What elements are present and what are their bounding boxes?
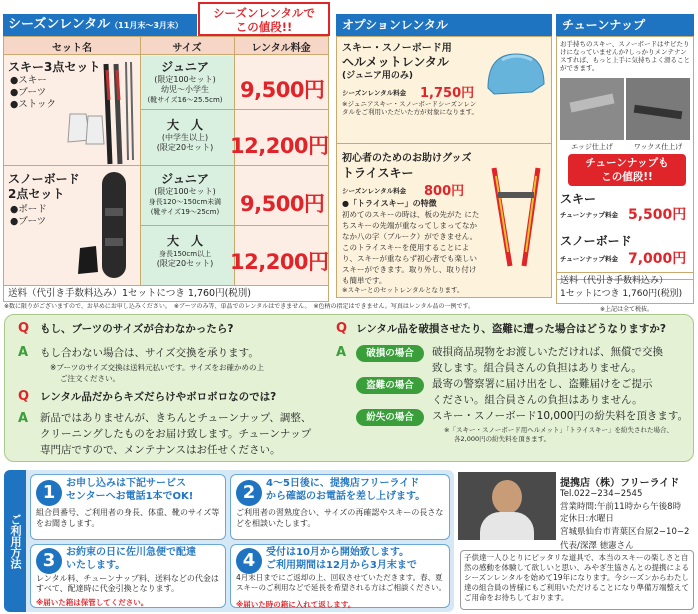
ski-set-image xyxy=(60,60,136,170)
size-detail: 幼児〜小学生 xyxy=(161,85,209,94)
helmet-image xyxy=(482,48,548,100)
tuneup-desc: お手持ちのスキー、スノーボードはサビたりけになっていませんか?しっかりメンテナンスすれば、もっと上手に気持ちよく滑ることができます。 xyxy=(560,40,690,72)
triski-title-line1: 初心者のためのお助けグッズ xyxy=(342,153,472,164)
usage-side-label: ご利用方法 xyxy=(4,470,26,612)
ski-adult-size xyxy=(140,116,230,153)
tuneup-callout-line1: チューンナップも xyxy=(585,157,669,169)
step2-title-line2: から確認のお電話を差し上げます。 xyxy=(266,491,426,502)
q2-text: レンタル品だからキズだらけやボロボロなのでは? xyxy=(40,391,277,403)
shop-rep: 代表/深澤 徳憲さん xyxy=(560,541,634,551)
season-note: ※数に限りがございますので、お早めにお申し込みください。 ※ブーツのみ等、単品でのレンタルはできません。 ※色柄の指定はできません。写真はレンタル品の一例です。 xyxy=(4,303,475,310)
theft-text xyxy=(432,376,653,408)
a-badge: A xyxy=(18,411,29,426)
size-label: 大 人 xyxy=(166,234,203,248)
size-detail: 身長120〜150cm未満 xyxy=(148,198,222,206)
ski-set-name: スキー3点セット xyxy=(8,60,101,74)
triski-price: 800円 xyxy=(424,184,465,199)
size-detail: 身長150cm以上 xyxy=(158,250,212,258)
step2-title-line1: 4〜5日後に、提携店フリーライド xyxy=(266,478,420,489)
sb-item: ●ボード xyxy=(10,204,47,215)
size-detail: (限定100セット) xyxy=(154,187,216,196)
step3-title xyxy=(66,546,196,572)
tune-ship-line1: 送料（代引き手数料込み） xyxy=(560,276,669,286)
triski-image xyxy=(484,162,548,272)
tune-ship-line2: 1セットにつき 1,760円(税別) xyxy=(560,289,683,299)
col-set-name: セット名 xyxy=(52,43,92,54)
col-price: レンタル料金 xyxy=(251,43,311,54)
tax-note: ※上記は全て税抜。 xyxy=(600,306,654,313)
shop-photo xyxy=(458,472,556,540)
sb-name-line2: 2点セット xyxy=(8,187,65,201)
tune-ski-sub: チューンナップ料金 xyxy=(560,211,619,219)
season-callout-line1: シーズンレンタルで xyxy=(213,6,315,20)
step1-title-line2: センターへお電話1本でOK! xyxy=(66,491,194,502)
triski-desc: 初めてのスキーの時は、板の先がた にたちスキーの先端が重なってしまってなかなか八の字（ブルーク）ができません。このトライスキーを使用することにより、スキーが重ならず初心者でも楽しいスキーができます。取り外し、取り付けも簡単です。 xyxy=(342,210,480,285)
step3-number: 3 xyxy=(36,548,62,574)
shop-tel: Tel.022−234−2545 xyxy=(560,489,643,499)
size-detail: (靴サイズ19〜25cm) xyxy=(150,208,220,216)
damage-line1: 破損商品現物をお渡しいただければ、無償で交換 xyxy=(432,346,663,358)
a1-text: もし合わない場合は、サイズ交換を承ります。 xyxy=(40,347,259,359)
step3-title-line2: いたします。 xyxy=(66,560,126,571)
helmet-title-line3: (ジュニア用のみ) xyxy=(342,71,414,81)
size-detail: (限定20セット) xyxy=(156,143,214,152)
a2-line2: クリーニングしたものをお届け致します。チューンナップ xyxy=(40,428,312,440)
helmet-price: 1,750円 xyxy=(420,86,475,101)
theft-line2: ください。組合員さんの負担はありません。 xyxy=(432,394,643,406)
size-label: 大 人 xyxy=(166,118,203,132)
loss-pill: 紛失の場合 xyxy=(356,409,424,426)
a2-line3: 専門店ですので、メンテナンスはお任せください。 xyxy=(40,444,281,456)
ski-junior-price: 9,500円 xyxy=(240,78,325,102)
wax-caption: ワックス仕上げ xyxy=(633,143,683,151)
edge-caption: エッジ仕上げ xyxy=(571,143,613,151)
tuneup-shipping xyxy=(556,272,694,304)
season-callout-line2: この値段!! xyxy=(235,20,293,34)
season-rental-section xyxy=(0,0,332,312)
triski-title-line2: トライスキー xyxy=(342,166,414,180)
shop-address: 宮城県仙台市青葉区台原2−10−2 xyxy=(560,526,690,537)
ski-item: ●スキー xyxy=(10,75,47,86)
size-detail: (中学生以上) xyxy=(161,133,209,142)
loss-note-line2: 各2,000円の紛失料を頂きます。 xyxy=(454,435,551,443)
size-label: ジュニア xyxy=(161,172,209,186)
step2-number: 2 xyxy=(236,480,262,506)
a2-text xyxy=(40,410,311,458)
option-rental-section xyxy=(336,14,552,304)
sb-adult-size xyxy=(140,232,230,269)
ski-adult-price: 12,200円 xyxy=(230,134,329,158)
helmet-price-label: シーズンレンタル料金 xyxy=(342,89,407,97)
option-header: オプションレンタル xyxy=(336,14,552,36)
helmet-title xyxy=(342,42,452,83)
damage-pill: 破損の場合 xyxy=(356,345,424,362)
step4-title-line1: 受付は10月から開始致します。 xyxy=(266,547,410,558)
sb-name-line1: スノーボード xyxy=(8,172,80,186)
triski-feature-title: ●「トライスキー」の特徴 xyxy=(342,199,437,208)
a-badge: A xyxy=(336,345,347,360)
sb-adult-price: 12,200円 xyxy=(230,250,329,274)
shop-closed: 定休日:水曜日 xyxy=(560,514,614,524)
step4-desc: 4月末日までにご返却の上、回収させていただきます。春、夏スキーのご利用などで延長を希望される方はご相談ください。 xyxy=(236,573,446,592)
damage-text xyxy=(432,344,663,376)
theft-line1: 最寄の警察署に届け出をし、盗難届けをご提示 xyxy=(432,378,653,390)
step3-desc: レンタル料、チューンナップ料、送料などの代金はすべて、配達時に代金引換となります。 xyxy=(36,574,219,593)
sb-item: ●ブーツ xyxy=(10,216,47,227)
damage-line2: 致します。組合員さんの負担はありません。 xyxy=(432,362,642,374)
season-callout xyxy=(198,2,330,36)
step2-desc: ご利用者の習熟度合い、サイズの再確認やスキーの長さなどを相談いたします。 xyxy=(236,508,444,528)
ski-item: ●ブーツ xyxy=(10,87,47,98)
theft-pill: 盗難の場合 xyxy=(356,377,424,394)
season-shipping: 送料（代引き手数料込み）1セットにつき 1,760円(税別) xyxy=(3,286,329,302)
season-title: シーズンレンタル xyxy=(8,17,111,32)
a-badge: A xyxy=(18,345,29,360)
step4-number: 4 xyxy=(236,548,262,574)
sb-junior-size xyxy=(140,170,230,217)
step1-title xyxy=(66,477,193,503)
snowboard-set-image xyxy=(76,168,136,284)
tuneup-section xyxy=(556,14,694,304)
tune-sb-label: スノーボード xyxy=(560,234,632,248)
loss-note xyxy=(444,426,673,444)
shop-hours: 営業時間:午前11時から午後8時 xyxy=(560,501,682,512)
step1-number: 1 xyxy=(36,480,62,506)
tuneup-header: チューンナップ xyxy=(556,14,694,36)
shop-message: 子供達一人ひとりにピッタリな道具で、本当のスキーの楽しさと自然の感動を体験して欲しいと思い、みやぎ生協さんとの提携によるシーズンレンタルを始めて19年になります。今シーズンからわたし達の組合員の皆様にもご利用いただけることになり準備万端整えてご用命をお待ちしております。 xyxy=(460,550,694,610)
step3-note: ※届いた箱は保管してください。 xyxy=(36,598,149,607)
q-badge: Q xyxy=(336,321,348,336)
step2-title xyxy=(266,477,425,503)
q3-text: レンタル品を破損させたり、盗難に遭った場合はどうなりますか? xyxy=(356,323,666,335)
tuneup-callout-line2: この値段!! xyxy=(601,171,653,183)
a1-note-line2: ご注文ください。 xyxy=(60,374,120,383)
size-detail: (限定20セット) xyxy=(156,259,214,268)
triski-note: ※スキーとのセットレンタルとなります。 xyxy=(342,286,464,294)
wax-photo xyxy=(626,78,690,140)
tune-ski-price: 5,500円 xyxy=(628,207,687,223)
step4-title-line2: ご利用期間は12月から3月末まで xyxy=(266,560,417,571)
loss-note-line1: ※「スキー・スノーボード用ヘルメット」「トライスキー」を紛失された場合、 xyxy=(444,426,674,434)
q-badge: Q xyxy=(18,389,30,404)
edge-photo xyxy=(560,78,624,140)
season-header xyxy=(3,14,197,36)
shop-name: 提携店（株）フリーライド xyxy=(560,478,680,489)
triski-price-label: シーズンレンタル料金 xyxy=(342,187,407,195)
tune-sb-price: 7,000円 xyxy=(628,251,687,267)
a1-note-line1: ※ブーツのサイズ交換は送料元払いです。サイズをお確かめの上 xyxy=(50,363,264,372)
step3-title-line1: お約束の日に佐川急便で配達 xyxy=(66,547,196,558)
size-detail: (靴サイズ16〜25.5cm) xyxy=(147,96,223,104)
loss-text: スキー・スノーボード10,000円の紛失料を頂きます。 xyxy=(432,410,689,422)
a2-line1: 新品ではありませんが、きちんとチューンナップ、調整、 xyxy=(40,412,312,424)
ski-junior-size xyxy=(140,58,230,105)
ski-set-items xyxy=(10,75,56,111)
snowboard-set-items xyxy=(10,204,47,228)
season-subtitle: （11月末〜3月末） xyxy=(110,21,183,30)
helmet-note: ※ジュニアスキー・スノーボードシーズンレンタルをご利用いただいた方が対象になります。 xyxy=(342,100,478,116)
col-size: サイズ xyxy=(172,43,202,54)
size-detail: (限定100セット) xyxy=(154,75,216,84)
size-label: ジュニア xyxy=(161,60,209,74)
a1-note xyxy=(50,362,264,384)
step1-desc: 組合員番号、ご利用者の身長、体重、靴のサイズ等をお聞きします。 xyxy=(36,508,220,528)
tune-ski-label: スキー xyxy=(560,192,597,206)
helmet-title-line1: スキー・スノーボード用 xyxy=(342,43,452,54)
q-badge: Q xyxy=(18,321,30,336)
shop-info xyxy=(560,488,689,553)
triski-title xyxy=(342,152,472,180)
tune-sb-sub: チューンナップ料金 xyxy=(560,255,619,263)
sb-junior-price: 9,500円 xyxy=(240,192,325,216)
tuneup-callout xyxy=(568,154,686,186)
q1-text: もし、ブーツのサイズが合わなかったら? xyxy=(40,323,234,335)
step4-note: ※届いた時の箱に入れて返します。 xyxy=(236,600,356,609)
step1-title-line1: お申し込みは下記サービス xyxy=(66,478,186,489)
step4-title xyxy=(266,546,417,572)
helmet-title-line2: ヘルメットレンタル xyxy=(342,55,449,69)
snowboard-set-name xyxy=(8,172,80,202)
ski-item: ●ストック xyxy=(10,99,57,110)
